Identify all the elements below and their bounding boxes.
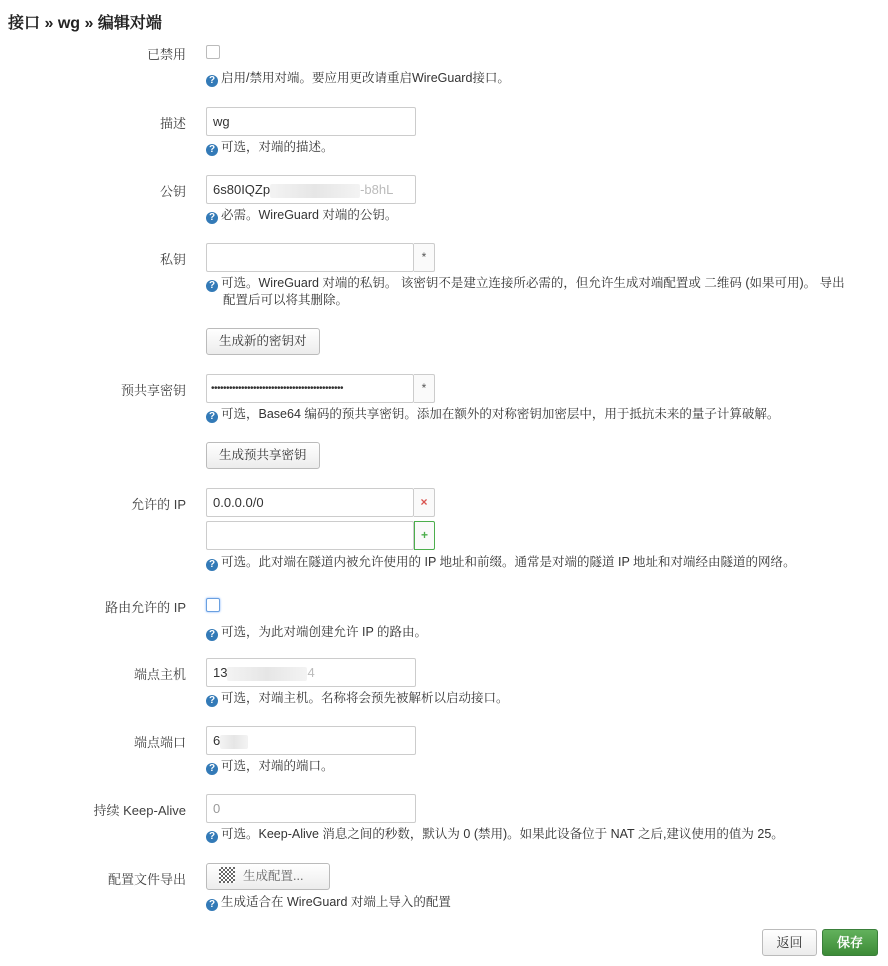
allowed-ips-label: 允许的 IP	[131, 497, 186, 512]
route-allowed-ips-checkbox[interactable]	[206, 598, 220, 612]
private-key-help: ? 可选。WireGuard 对端的私钥。 该密钥不是建立连接所必需的，但允许生成对端配置或 二维码 (如果可用)。 导出 配置后可以将其删除。	[206, 275, 876, 309]
route-allowed-ips-help: ? 可选，为此对端创建允许 IP 的路由。	[206, 624, 876, 641]
keepalive-input[interactable]: 0	[206, 794, 416, 823]
keepalive-help: ? 可选。Keep-Alive 消息之间的秒数，默认为 0 (禁用)。如果此设备位于 NAT 之后,建议使用的值为 25。	[206, 826, 876, 843]
breadcrumb-wg[interactable]: wg	[57, 15, 81, 32]
endpoint-port-input[interactable]: 6	[206, 726, 416, 755]
generate-keypair-button[interactable]: 生成新的密钥对	[206, 328, 320, 355]
help-icon: ?	[206, 280, 218, 292]
redacted-region	[270, 184, 360, 198]
public-key-input[interactable]: 6s80IQZp -b8hL	[206, 175, 416, 204]
help-icon: ?	[206, 695, 218, 707]
help-icon: ?	[206, 831, 218, 843]
help-icon: ?	[206, 75, 218, 87]
help-icon: ?	[206, 899, 218, 911]
keepalive-label: 持续 Keep-Alive	[93, 803, 186, 818]
endpoint-host-input[interactable]: 13 4	[206, 658, 416, 687]
preshared-key-label: 预共享密钥	[120, 383, 186, 398]
help-icon: ?	[206, 763, 218, 775]
add-allowed-ip-button[interactable]: +	[414, 521, 435, 550]
description-label: 描述	[159, 116, 186, 131]
help-icon: ?	[206, 411, 218, 423]
disabled-label: 已禁用	[146, 47, 186, 62]
generate-preshared-key-button[interactable]: 生成预共享密钥	[206, 442, 320, 469]
help-icon: ?	[206, 144, 218, 156]
new-allowed-ip-input[interactable]	[206, 521, 414, 550]
redacted-region	[227, 667, 307, 681]
config-export-label: 配置文件导出	[107, 872, 186, 887]
public-key-label: 公钥	[159, 184, 186, 199]
private-key-input[interactable]	[206, 243, 414, 272]
private-key-label: 私钥	[159, 252, 186, 267]
help-icon: ?	[206, 629, 218, 641]
breadcrumb-separator: »	[44, 15, 54, 32]
reveal-preshared-key-button[interactable]: *	[414, 374, 435, 403]
page-title: 编辑对端	[97, 15, 162, 32]
remove-allowed-ip-button[interactable]: ×	[414, 488, 435, 517]
help-icon: ?	[206, 559, 218, 571]
breadcrumb-separator: »	[84, 15, 94, 32]
route-allowed-ips-label: 路由允许的 IP	[105, 600, 186, 615]
description-input[interactable]: wg	[206, 107, 416, 136]
save-button[interactable]: 保存	[822, 929, 878, 956]
reveal-private-key-button[interactable]: *	[414, 243, 435, 272]
endpoint-port-label: 端点端口	[133, 735, 186, 750]
config-export-help: ? 生成适合在 WireGuard 对端上导入的配置	[206, 894, 876, 911]
public-key-help: ? 必需。WireGuard 对端的公钥。	[206, 207, 876, 224]
redacted-region	[220, 735, 248, 749]
back-button[interactable]: 返回	[762, 929, 817, 956]
allowed-ip-entry[interactable]: 0.0.0.0/0	[206, 488, 414, 517]
preshared-key-input[interactable]: ••••••••••••••••••••••••••••••••••••••••••••	[206, 374, 414, 403]
description-help: ? 可选，对端的描述。	[206, 139, 876, 156]
breadcrumb-interfaces[interactable]: 接口	[8, 15, 41, 32]
preshared-key-help: ? 可选，Base64 编码的预共享密钥。添加在额外的对称密钥加密层中，用于抵抗未来的量子计算破解。	[206, 406, 876, 423]
breadcrumb	[8, 10, 162, 33]
generate-config-button[interactable]: 生成配置...	[206, 863, 330, 890]
endpoint-port-help: ? 可选，对端的端口。	[206, 758, 876, 775]
qr-code-icon	[219, 867, 235, 883]
disabled-checkbox[interactable]	[206, 45, 220, 59]
allowed-ips-help: ? 可选。此对端在隧道内被允许使用的 IP 地址和前缀。通常是对端的隧道 IP 地址和对端经由隧道的网络。	[206, 554, 876, 571]
disabled-help: ? 启用/禁用对端。要应用更改请重启WireGuard接口。	[206, 70, 876, 87]
endpoint-host-help: ? 可选，对端主机。名称将会预先被解析以启动接口。	[206, 690, 876, 707]
help-icon: ?	[206, 212, 218, 224]
endpoint-host-label: 端点主机	[133, 667, 186, 682]
